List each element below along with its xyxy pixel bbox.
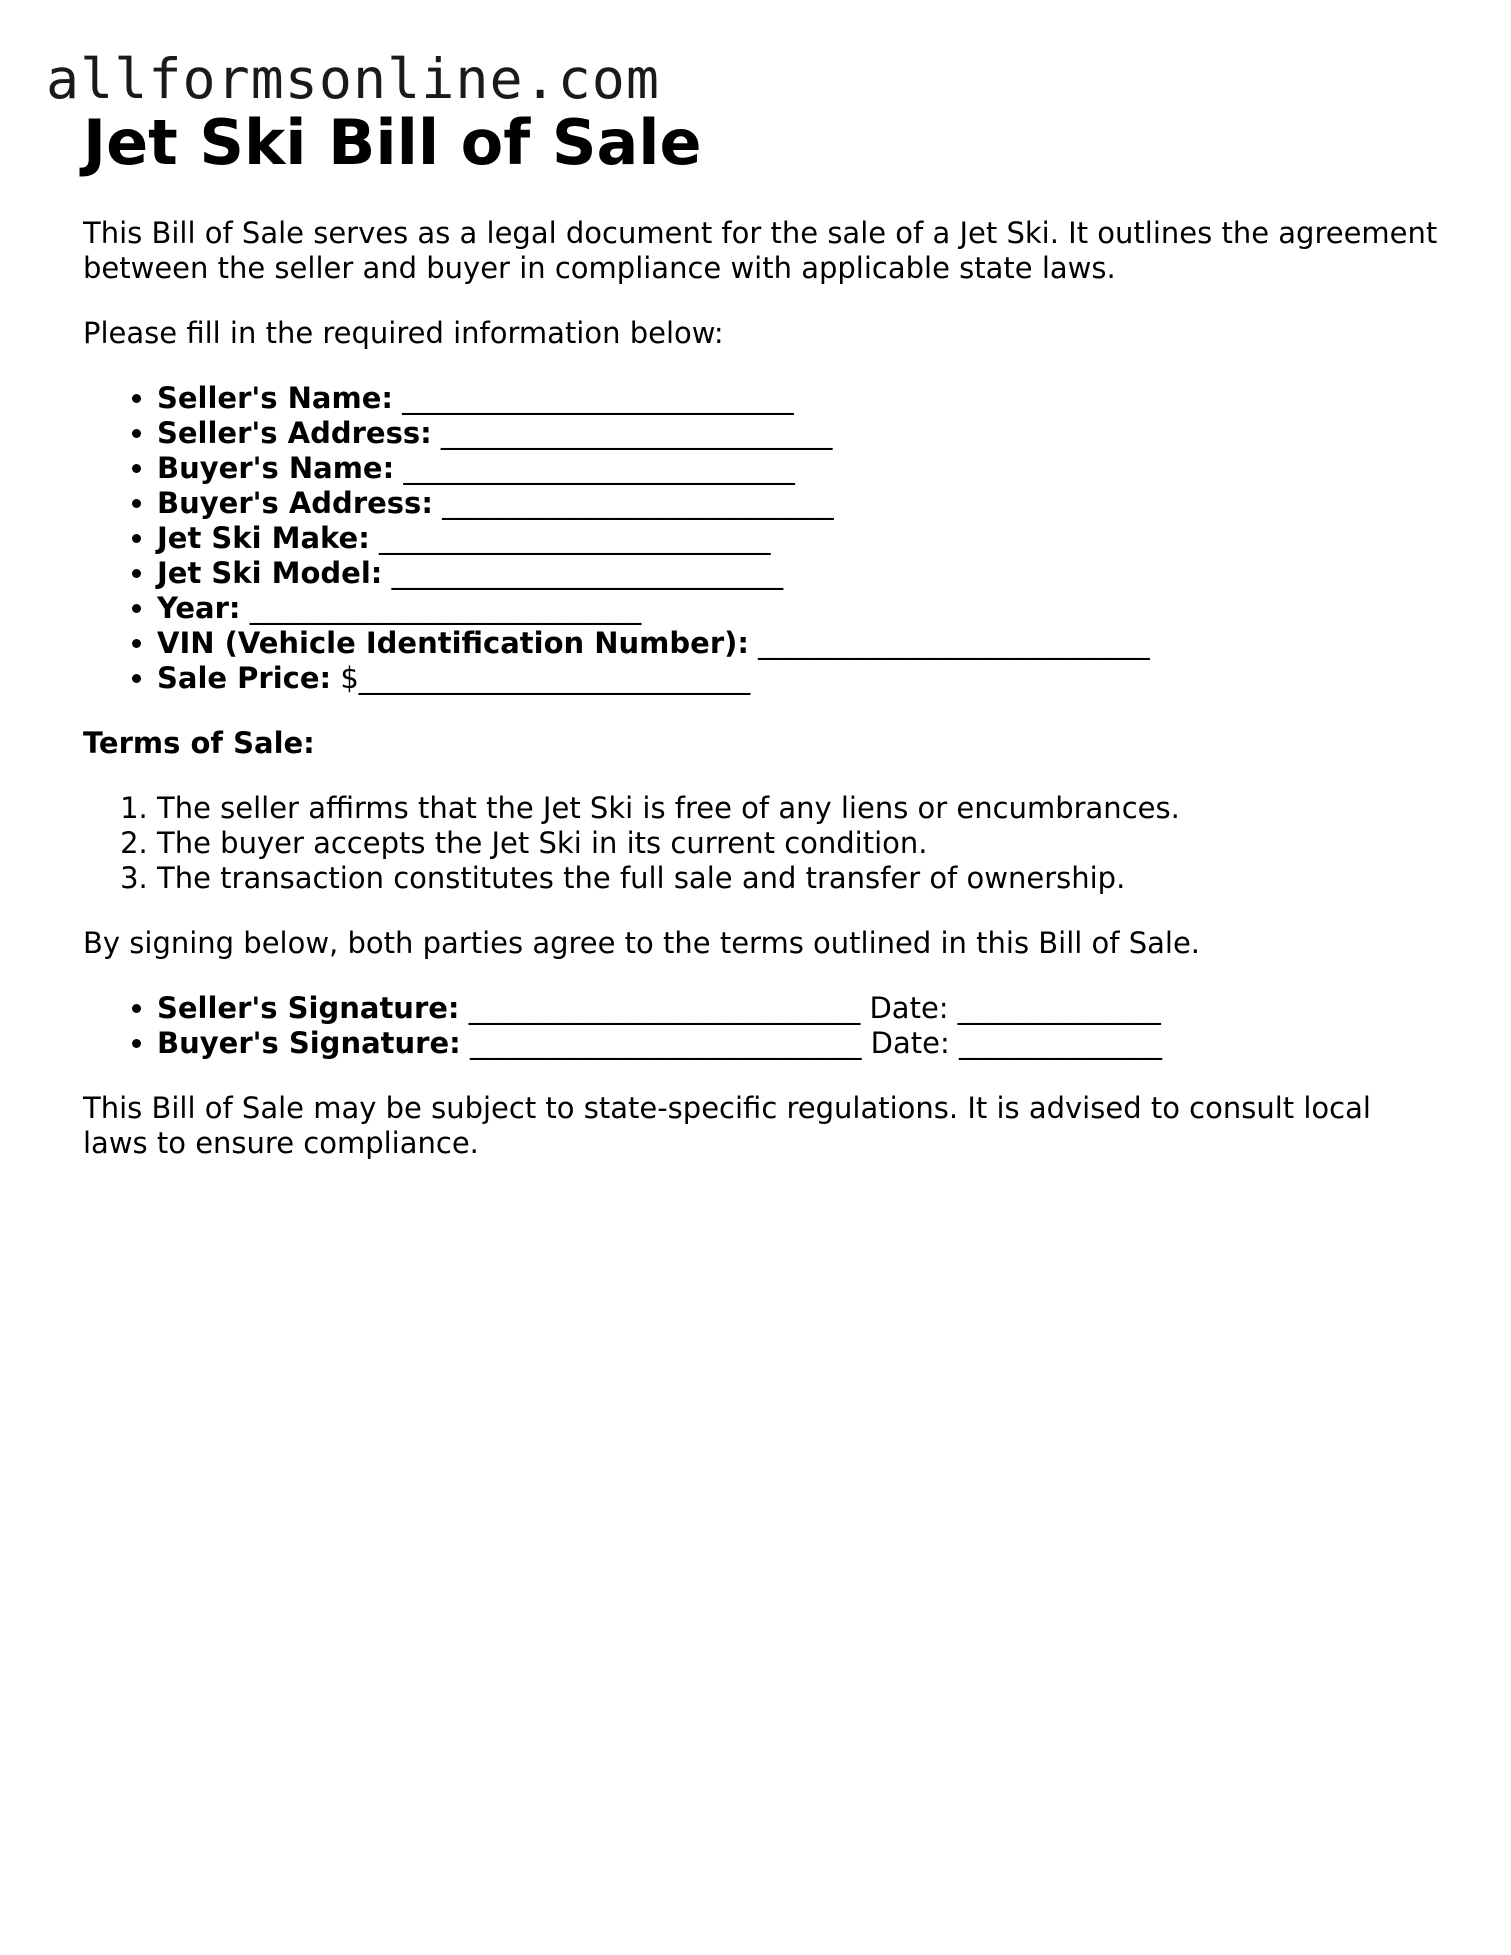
field-label: Seller's Name:	[157, 381, 393, 415]
field-list	[83, 381, 1443, 696]
field-blank[interactable]: ___________________________	[432, 486, 834, 520]
term-item: 1. The seller affirms that the Jet Ski is free of any liens or encumbrances.	[157, 791, 1443, 826]
field-label: Year:	[157, 591, 241, 625]
field-label: Jet Ski Make:	[157, 521, 370, 555]
field-buyer-address	[157, 486, 1443, 521]
watermark-text: allformsonline.com	[46, 47, 661, 111]
field-label: VIN (Vehicle Identification Number):	[157, 626, 749, 660]
signature-label: Seller's Signature:	[157, 991, 460, 1025]
field-buyer-name	[157, 451, 1443, 486]
signature-blank[interactable]: ___________________________ Date: ______________	[460, 1026, 1162, 1060]
field-label: Jet Ski Model:	[157, 556, 383, 590]
field-blank[interactable]: ___________________________	[431, 416, 833, 450]
closing-note: This Bill of Sale may be subject to state-specific regulations. It is advised to consult local laws to ensure compliance.	[83, 1091, 1371, 1160]
field-label: Seller's Address:	[157, 416, 432, 450]
page-title: Jet Ski Bill of Sale	[83, 106, 702, 179]
document-body	[83, 103, 1443, 1161]
field-seller-address	[157, 416, 1443, 451]
fill-instruction: Please fill in the required information below:	[83, 316, 724, 350]
field-blank[interactable]: ___________________________	[394, 451, 795, 485]
field-blank[interactable]: ___________________________	[369, 521, 771, 555]
field-sale-price	[157, 661, 1443, 696]
agreement-statement: By signing below, both parties agree to the terms outlined in this Bill of Sale.	[83, 926, 1201, 960]
term-item: 3. The transaction constitutes the full sale and transfer of ownership.	[157, 861, 1443, 896]
terms-list	[83, 791, 1443, 896]
field-jet-ski-model	[157, 556, 1443, 591]
field-blank[interactable]: ___________________________	[392, 381, 794, 415]
signature-list	[83, 991, 1443, 1061]
signature-blank[interactable]: ___________________________ Date: ______________	[459, 991, 1161, 1025]
signature-label: Buyer's Signature:	[157, 1026, 461, 1060]
field-blank[interactable]: $___________________________	[331, 661, 751, 695]
field-seller-name	[157, 381, 1443, 416]
field-label: Buyer's Name:	[157, 451, 395, 485]
field-blank[interactable]: ___________________________	[240, 591, 642, 625]
seller-signature-line	[157, 991, 1443, 1026]
term-item: 2. The buyer accepts the Jet Ski in its current condition.	[157, 826, 1443, 861]
field-year	[157, 591, 1443, 626]
field-jet-ski-make	[157, 521, 1443, 556]
field-label: Buyer's Address:	[157, 486, 433, 520]
field-vin	[157, 626, 1443, 661]
field-blank[interactable]: ___________________________	[382, 556, 784, 590]
intro-paragraph: This Bill of Sale serves as a legal document for the sale of a Jet Ski. It outlines the agreement between the seller and buyer in compliance with applicable state laws.	[83, 216, 1438, 285]
buyer-signature-line	[157, 1026, 1443, 1061]
field-label: Sale Price:	[157, 661, 332, 695]
terms-heading: Terms of Sale:	[83, 726, 315, 760]
field-blank[interactable]: ___________________________	[748, 626, 1150, 660]
